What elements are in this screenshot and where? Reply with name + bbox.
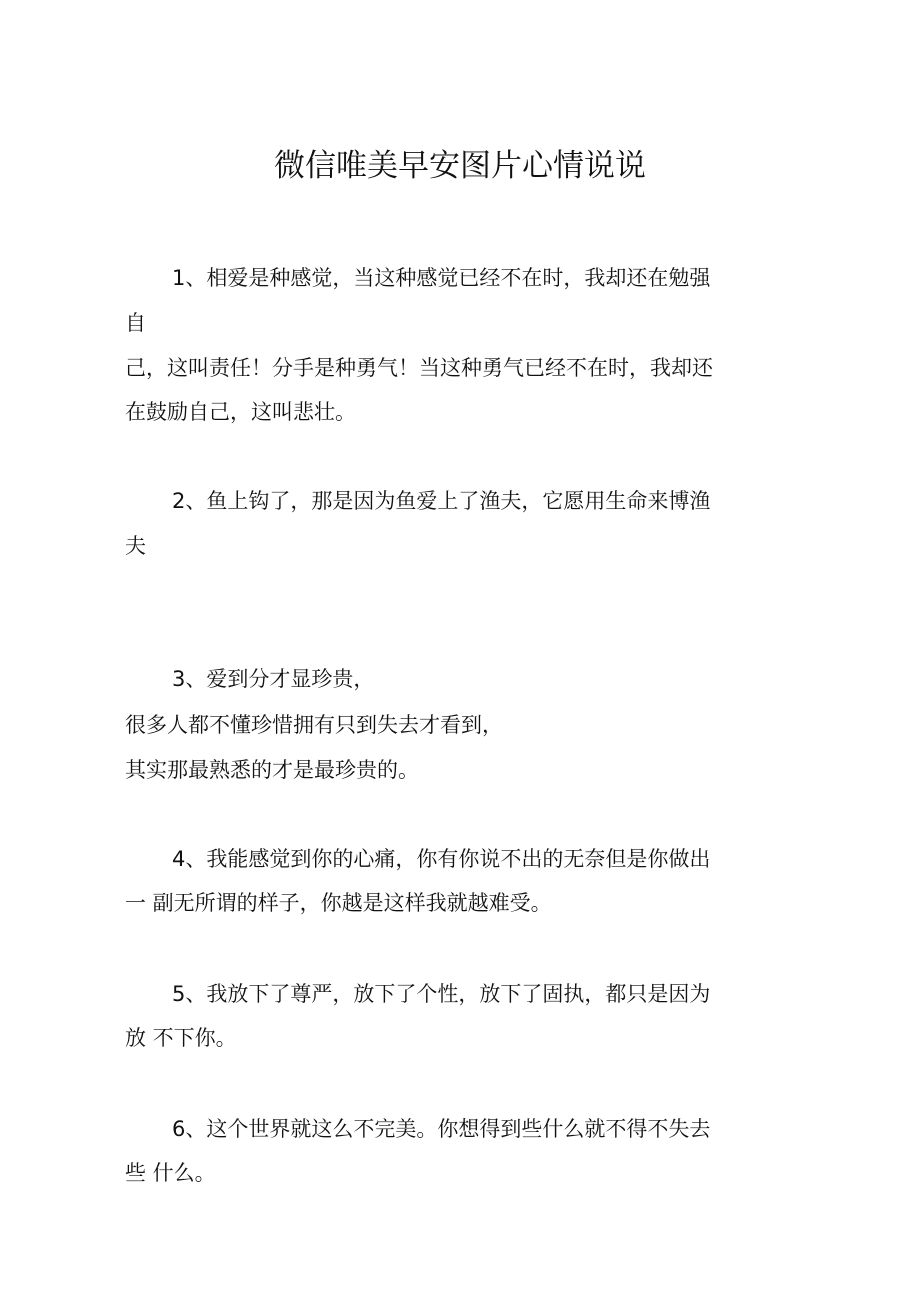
paragraph-2-line-2: 夫 [125, 534, 146, 558]
paragraph-4-line-1: 4、我能感觉到你的心痛，你有你说不出的无奈但是你做出 [172, 847, 711, 871]
paragraph-5-line-2: 放 不下你。 [125, 1026, 237, 1050]
paragraph-1-line-3: 己，这叫责任！分手是种勇气！当这种勇气已经不在时，我却还 [125, 356, 713, 380]
paragraph-4-line-2: 一 副无所谓的样子，你越是这样我就越难受。 [125, 891, 552, 915]
paragraph-5-line-1: 5、我放下了尊严，放下了个性，放下了固执，都只是因为 [172, 982, 711, 1006]
paragraph-3-line-3: 其实那最熟悉的才是最珍贵的。 [125, 758, 419, 782]
paragraph-6-line-1: 6、这个世界就这么不完美。你想得到些什么就不得不失去 [172, 1117, 711, 1141]
paragraph-3-line-1: 3、爱到分才显珍贵， [172, 667, 375, 691]
paragraph-6-line-2: 些 什么。 [125, 1161, 216, 1185]
paragraph-3-line-2: 很多人都不懂珍惜拥有只到失去才看到， [125, 713, 503, 737]
paragraph-1-line-1: 1、相爱是种感觉，当这种感觉已经不在时，我却还在勉强 [172, 266, 711, 290]
paragraph-2-line-1: 2、鱼上钩了，那是因为鱼爱上了渔夫，它愿用生命来博渔 [172, 489, 711, 513]
paragraph-1-line-4: 在鼓励自己，这叫悲壮。 [125, 400, 356, 424]
page-title: 微信唯美早安图片心情说说 [274, 148, 646, 184]
paragraph-1-line-2: 自 [125, 311, 146, 335]
